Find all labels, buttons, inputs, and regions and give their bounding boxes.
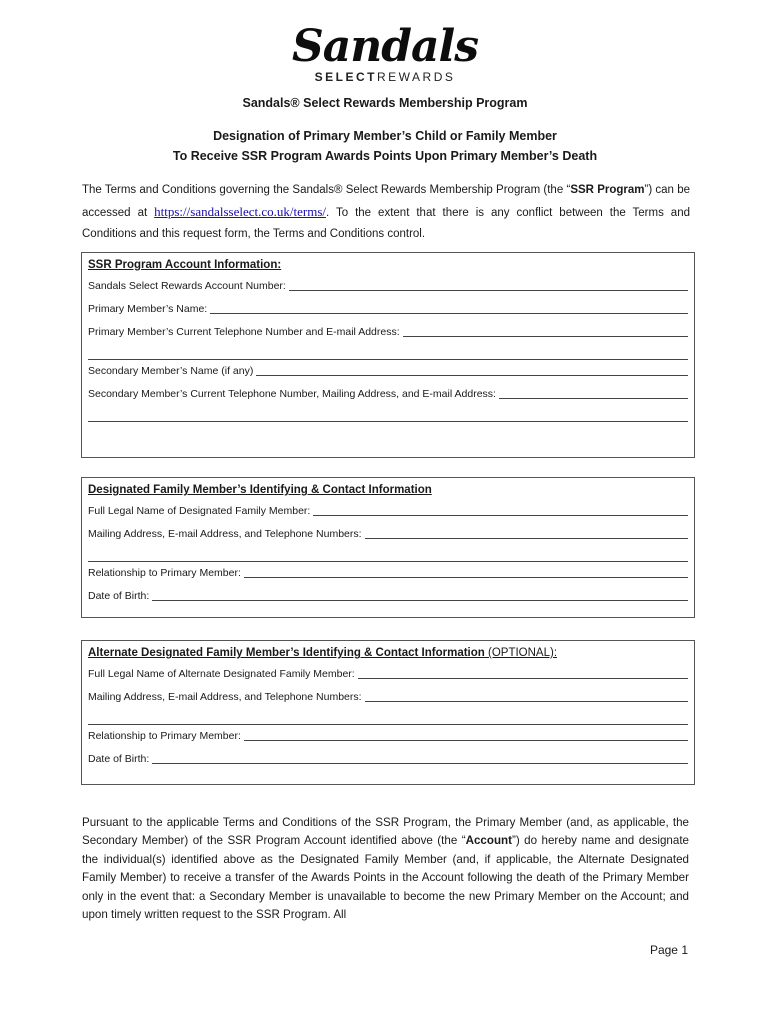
section-heading: SSR Program Account Information:: [88, 259, 282, 271]
designated-relationship-field[interactable]: Relationship to Primary Member:: [88, 562, 688, 585]
alternate-mailing-field[interactable]: Mailing Address, E-mail Address, and Telephone Numbers:: [88, 686, 688, 709]
section-heading: Alternate Designated Family Member’s Identifying & Contact Information (OPTIONAL):: [88, 647, 558, 659]
alternate-dob-field[interactable]: Date of Birth:: [88, 748, 688, 771]
section-heading: Designated Family Member’s Identifying & Contact Information: [88, 484, 432, 496]
designation-title-line2: To Receive SSR Program Awards Points Upon Primary Member’s Death: [172, 149, 598, 163]
designated-full-name-field[interactable]: Full Legal Name of Designated Family Member:: [88, 500, 688, 523]
intro-paragraph: The Terms and Conditions governing the Sandals® Select Rewards Membership Program (the “SSR Program”) can be accessed at https://sandalsselect.co.uk/terms/. To the extent that there is any conflict between the Terms and Conditions and this request form, the Terms and Conditions control.: [82, 184, 690, 240]
primary-member-contact-line-2[interactable]: [88, 344, 688, 360]
alternate-relationship-field[interactable]: Relationship to Primary Member:: [88, 725, 688, 748]
account-information-section: [81, 252, 695, 458]
account-number-field[interactable]: Sandals Select Rewards Account Number:: [88, 275, 688, 298]
primary-member-contact-field[interactable]: Primary Member’s Current Telephone Number and E-mail Address:: [88, 321, 688, 344]
program-title: Sandals® Select Rewards Membership Program: [242, 96, 528, 110]
page-number: Page 1: [649, 943, 688, 957]
alternate-mailing-line-2[interactable]: [88, 709, 688, 725]
secondary-member-contact-line-2[interactable]: [88, 406, 688, 422]
alternate-full-name-field[interactable]: Full Legal Name of Alternate Designated Family Member:: [88, 663, 688, 686]
designated-mailing-field[interactable]: Mailing Address, E-mail Address, and Telephone Numbers:: [88, 523, 688, 546]
terms-link[interactable]: https://sandalsselect.co.uk/terms/: [154, 204, 326, 219]
sandals-select-rewards-logo: [0, 22, 770, 84]
designated-family-member-section: [81, 477, 695, 618]
secondary-member-name-field[interactable]: Secondary Member’s Name (if any): [88, 360, 688, 383]
alternate-designated-member-section: [81, 640, 695, 785]
designated-mailing-line-2[interactable]: [88, 546, 688, 562]
primary-member-name-field[interactable]: Primary Member’s Name:: [88, 298, 688, 321]
secondary-member-contact-field[interactable]: Secondary Member’s Current Telephone Number, Mailing Address, and E-mail Address:: [88, 383, 688, 406]
logo-subtitle: SELECTREWARDS: [314, 70, 456, 84]
designated-dob-field[interactable]: Date of Birth:: [88, 585, 688, 608]
designation-title-line1: Designation of Primary Member’s Child or Family Member: [213, 129, 557, 143]
logo-brand: Sandals: [291, 21, 479, 72]
closing-paragraph: Pursuant to the applicable Terms and Conditions of the SSR Program, the Primary Member (and, as applicable, the Secondary Member) of the SSR Program Account identified above (the “Account”) do hereby name and designate the individual(s) identified above as the Designated Family Member (and, if applicable, the Alternate Designated Family Member) to receive a transfer of the Awards Points in the Account following the death of the Primary Member only in the event that: a Secondary Member is unavailable to become the new Primary Member on the Account; and upon timely written request to the SSR Program. All: [82, 816, 689, 922]
